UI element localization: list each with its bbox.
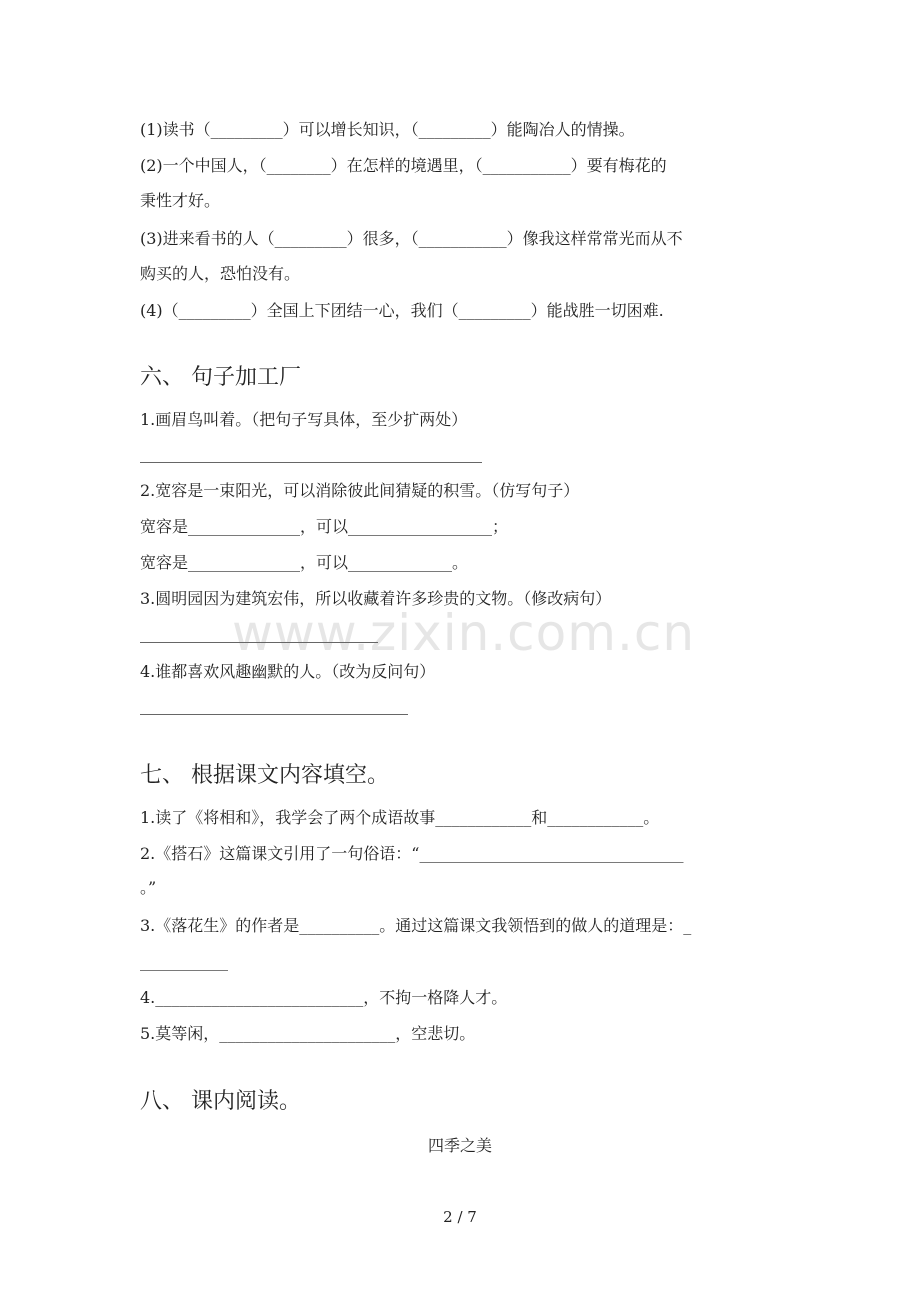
section6-title: 六、 句子加工厂 xyxy=(140,365,301,390)
s5-line-5: 购买的人，恐怕没有。 xyxy=(140,264,301,283)
s5-line-6: (4)（_________）全国上下团结一心，我们（_________）能战胜一切困难. xyxy=(140,301,664,320)
s6-q2-line2: 宽容是______________，可以_____________。 xyxy=(140,553,469,572)
passage-title: 四季之美 xyxy=(427,1136,492,1155)
page-number: 2 / 7 xyxy=(443,1208,477,1226)
s6-q1-answer-line xyxy=(140,462,482,463)
s7-q3-end: ___________ xyxy=(140,952,228,971)
watermark: www.zixin.com.cn xyxy=(232,604,696,662)
section7-title: 七、 根据课文内容填空。 xyxy=(140,763,389,788)
section8-title: 八、 课内阅读。 xyxy=(140,1089,301,1114)
s7-q1: 1.读了《将相和》，我学会了两个成语故事____________和____________。 xyxy=(140,808,660,827)
s7-q2: 2.《搭石》这篇课文引用了一句俗语：“_________________________________ xyxy=(140,844,684,863)
s5-line-1: (1)读书（_________）可以增长知识，（_________）能陶冶人的情操。 xyxy=(140,120,635,139)
s6-q3-answer-line xyxy=(140,642,378,643)
s6-q2-line1: 宽容是______________，可以__________________； xyxy=(140,517,509,536)
s7-q3: 3.《落花生》的作者是__________。通过这篇课文我领悟到的做人的道理是：_ xyxy=(140,916,692,935)
s7-q4: 4.__________________________，不拘一格降人才。 xyxy=(140,988,508,1007)
s6-q4-answer-line xyxy=(140,714,408,715)
s5-line-2: (2)一个中国人，（________）在怎样的境遇里，（___________）要有梅花的 xyxy=(140,156,667,175)
s6-q3: 3.圆明园因为建筑宏伟，所以收藏着许多珍贵的文物。（修改病句） xyxy=(140,589,612,608)
s5-line-4: (3)进来看书的人（_________）很多，（___________）像我这样常常光而从不 xyxy=(140,229,683,248)
s7-q2-end: 。” xyxy=(140,878,157,897)
s6-q2: 2.宽容是一束阳光，可以消除彼此间猜疑的积雪。（仿写句子） xyxy=(140,481,580,500)
s7-q5: 5.莫等闲，______________________，空悲切。 xyxy=(140,1024,476,1043)
s6-q1: 1.画眉鸟叫着。（把句子写具体，至少扩两处） xyxy=(140,410,468,429)
s6-q4: 4.谁都喜欢风趣幽默的人。（改为反问句） xyxy=(140,662,436,681)
s5-line-3: 秉性才好。 xyxy=(140,191,221,210)
